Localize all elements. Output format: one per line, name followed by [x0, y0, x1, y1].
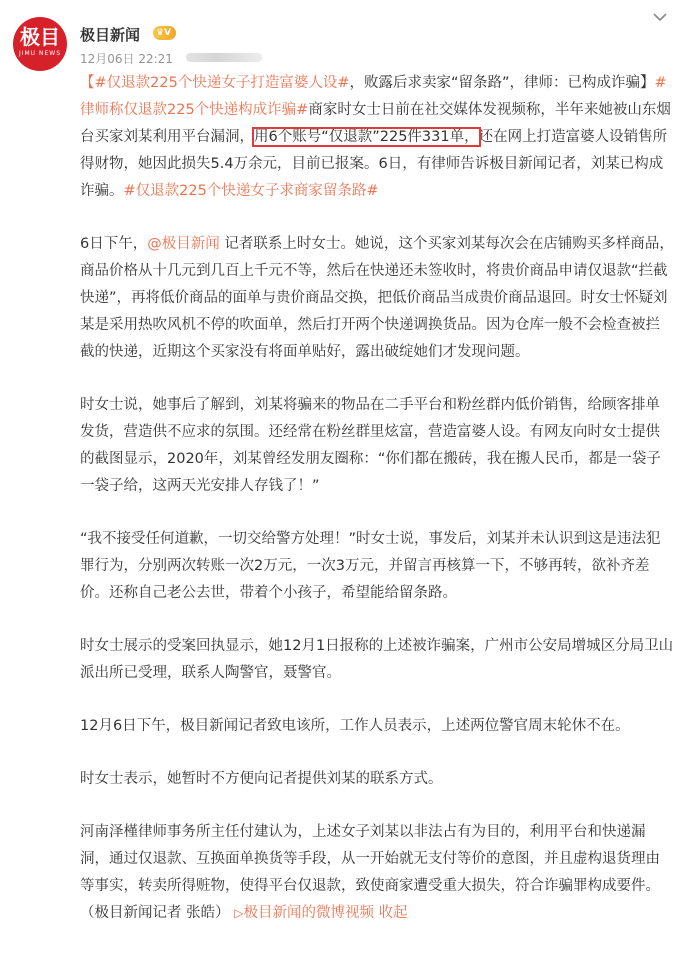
paragraph-5: 时女士展示的受案回执显示，她12月1日报称的上述被诈骗案，广州市公安局增城区分局卫山派出所已受理，联系人陶警官，聂警官。 [80, 638, 674, 681]
blurred-source-text [186, 53, 262, 62]
post-content [80, 70, 674, 953]
p2-text-2: 记者联系上时女士。她说，这个买家刘某每次会在店铺购买多样商品，商品价格从十几元到几百上千元不等，然后在快递还未签收时，将贵价商品申请仅退款“拦截快递”，再将低价商品的面单与贵价商品交换，把低价商品当成贵价商品退回。时女士怀疑刘某是采用热吹风机不停的吹面单，然后打开两个快递调换货品。因为仓库一般不会检查被拦截的快递，近期这个买家没有将面单贴好，露出破绽她们才发现问题。 [80, 236, 674, 360]
topic-tag-title[interactable]: 【#仅退款225个快递女子打造富婆人设# [80, 75, 350, 91]
avatar-logo-text: 极目 [20, 25, 60, 49]
paragraph-6: 12月6日下午，极目新闻记者致电该所，工作人员表示，上述两位警官周末轮休不在。 [80, 718, 630, 734]
author-name[interactable]: 极目新闻 [80, 26, 141, 44]
paragraph-1 [80, 70, 674, 205]
paragraph-3: 时女士说，她事后了解到，刘某将骗来的物品在二手平台和粉丝群内低价销售，给顾客排单发货，营造供不应求的氛围。还经常在粉丝群里炫富，营造富婆人设。有网友向时女士提供的截图显示，2020年，刘某曾经发朋友圈称：“你们都在搬砖，我在搬人民币，都是一袋子一袋子给，这两天光安排人存钱了！” [80, 397, 661, 494]
badge-label: V [164, 28, 172, 38]
paragraph-4: “我不接受任何道歉，一切交给警方处理！”时女士说，事发后，刘某并未认识到这是违法犯罪行为，分别两次转账一次2万元，一次3万元，并留言再核算一下，不够再转，欲补齐差价。还称自己老公去世，带着个小孩子，希望能给留条路。 [80, 531, 661, 601]
chevron-down-icon[interactable] [650, 7, 670, 27]
topic-tag-lawyer[interactable]: #律师称仅退款225个快递构成诈骗# [80, 75, 667, 118]
paragraph-8 [80, 819, 674, 927]
vip-crown-icon[interactable]: ♛V [153, 26, 176, 40]
highlighted-phrase: 用6个账号“仅退款”225件331单， [254, 129, 479, 145]
avatar-logo-subtext: JIMU NEWS [18, 50, 62, 57]
post-time[interactable]: 12月06日 22:21 [80, 52, 173, 66]
collapse-button[interactable]: 收起 [378, 905, 408, 921]
paragraph-2 [80, 231, 674, 366]
video-link[interactable]: 极目新闻的微博视频 [243, 905, 374, 921]
p1-text-2: 还在网上打造富婆人设销售所得财物，她因此损失5.4万余元，目前已报案。6日，有律师告诉极目新闻记者，刘某已构成诈骗。 [80, 129, 668, 199]
video-play-icon[interactable]: ▷ [234, 906, 244, 920]
post-header [0, 0, 674, 72]
paragraph-7: 时女士表示，她暂时不方便向记者提供刘某的联系方式。 [80, 771, 443, 787]
topic-tag-merchant[interactable]: #仅退款225个快递女子求商家留条路# [123, 183, 379, 199]
mention-link[interactable]: @极目新闻 [147, 236, 220, 252]
title-rest: ，败露后求卖家“留条路”，律师：已构成诈骗】 [349, 75, 655, 91]
p8-text: 河南泽槿律师事务所主任付建认为，上述女子刘某以非法占有为目的，利用平台和快递漏洞，通过仅退款、互换面单换货等手段，从一开始就无支付等价的意图，并且虚构退货理由等事实，转卖所得赃物，使得平台仅退款，致使商家遭受重大损失，符合诈骗罪构成要件。（极目新闻记者 张皓） [80, 824, 660, 921]
p1-text-1: 商家时女士日前在社交媒体发视频称，半年来她被山东烟台买家刘某利用平台漏洞， [80, 102, 671, 145]
p2-text-1: 6日下午， [80, 236, 148, 252]
avatar[interactable] [13, 17, 67, 71]
